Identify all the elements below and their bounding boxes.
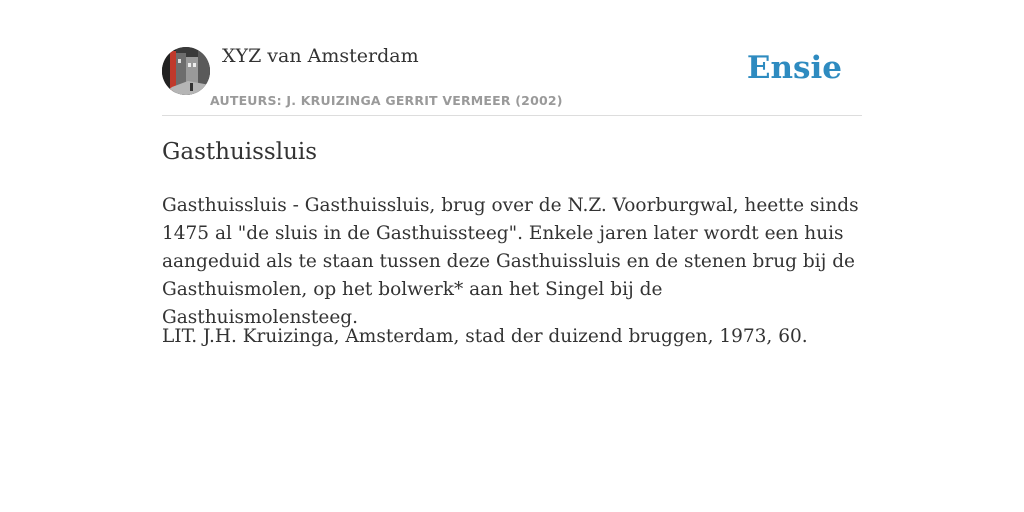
- authors-line: AUTEURS: J. KRUIZINGA GERRIT VERMEER (2002): [210, 93, 563, 108]
- street-photo-icon: [162, 47, 210, 95]
- source-header: [162, 0, 862, 116]
- entry-body: Gasthuissluis - Gasthuissluis, brug over de N.Z. Voorburgwal, heette sinds 1475 al "de sluis in de Gasthuissteeg". Enkele jaren later wordt een huis aangeduid als te staan tussen deze Gasthuissluis en de stenen brug bij de Gasthuismolen, op het bolwerk* aan het Singel bij de Gasthuismolensteeg.: [162, 195, 859, 328]
- entry-title: Gasthuissluis: [162, 139, 318, 165]
- source-avatar[interactable]: [162, 47, 210, 95]
- source-title[interactable]: XYZ van Amsterdam: [222, 45, 419, 67]
- brand-logo[interactable]: Ensie: [746, 50, 842, 86]
- entry-literature: LIT. J.H. Kruizinga, Amsterdam, stad der duizend bruggen, 1973, 60.: [162, 326, 808, 347]
- page-container: [162, 0, 862, 347]
